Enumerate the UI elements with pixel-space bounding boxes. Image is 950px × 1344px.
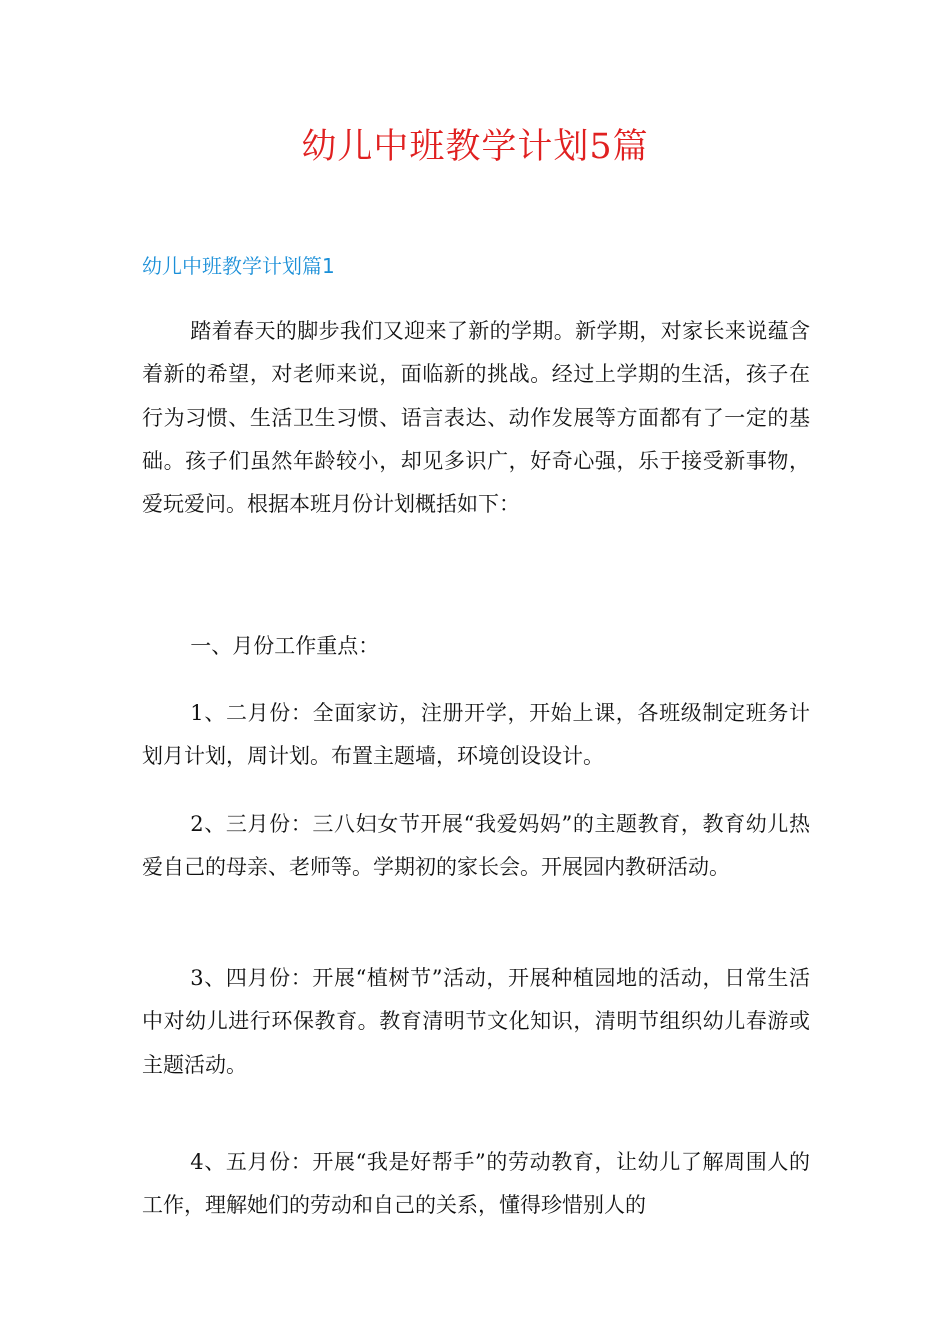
document-title: 幼儿中班教学计划5篇 <box>301 127 649 167</box>
plan-item-february: 1、二月份：全面家访，注册开学，开始上课，各班级制定班务计划月计划，周计划。布置主题墙，环境创设设计。 <box>142 701 810 769</box>
plan-item-may: 4、五月份：开展“我是好帮手”的劳动教育，让幼儿了解周围人的工作，理解她们的劳动和自己的关系，懂得珍惜别人的 <box>142 1150 810 1218</box>
plan-item-march: 2、三月份：三八妇女节开展“我爱妈妈”的主题教育，教育幼儿热爱自己的母亲、老师等。学期初的家长会。开展园内教研活动。 <box>142 812 810 880</box>
section-subheading: 一、月份工作重点： <box>190 634 380 658</box>
plan-item-april: 3、四月份：开展“植树节”活动，开展种植园地的活动，日常生活中对幼儿进行环保教育。教育清明节文化知识，清明节组织幼儿春游或主题活动。 <box>142 966 810 1077</box>
intro-paragraph: 踏着春天的脚步我们又迎来了新的学期。新学期，对家长来说蕴含着新的希望，对老师来说，面临新的挑战。经过上学期的生活，孩子在行为习惯、生活卫生习惯、语言表达、动作发展等方面都有了一定的基础。孩子们虽然年龄较小，却见多识广，好奇心强，乐于接受新事物，爱玩爱问。根据本班月份计划概括如下： <box>142 319 810 517</box>
section-heading: 幼儿中班教学计划篇1 <box>142 254 335 278</box>
